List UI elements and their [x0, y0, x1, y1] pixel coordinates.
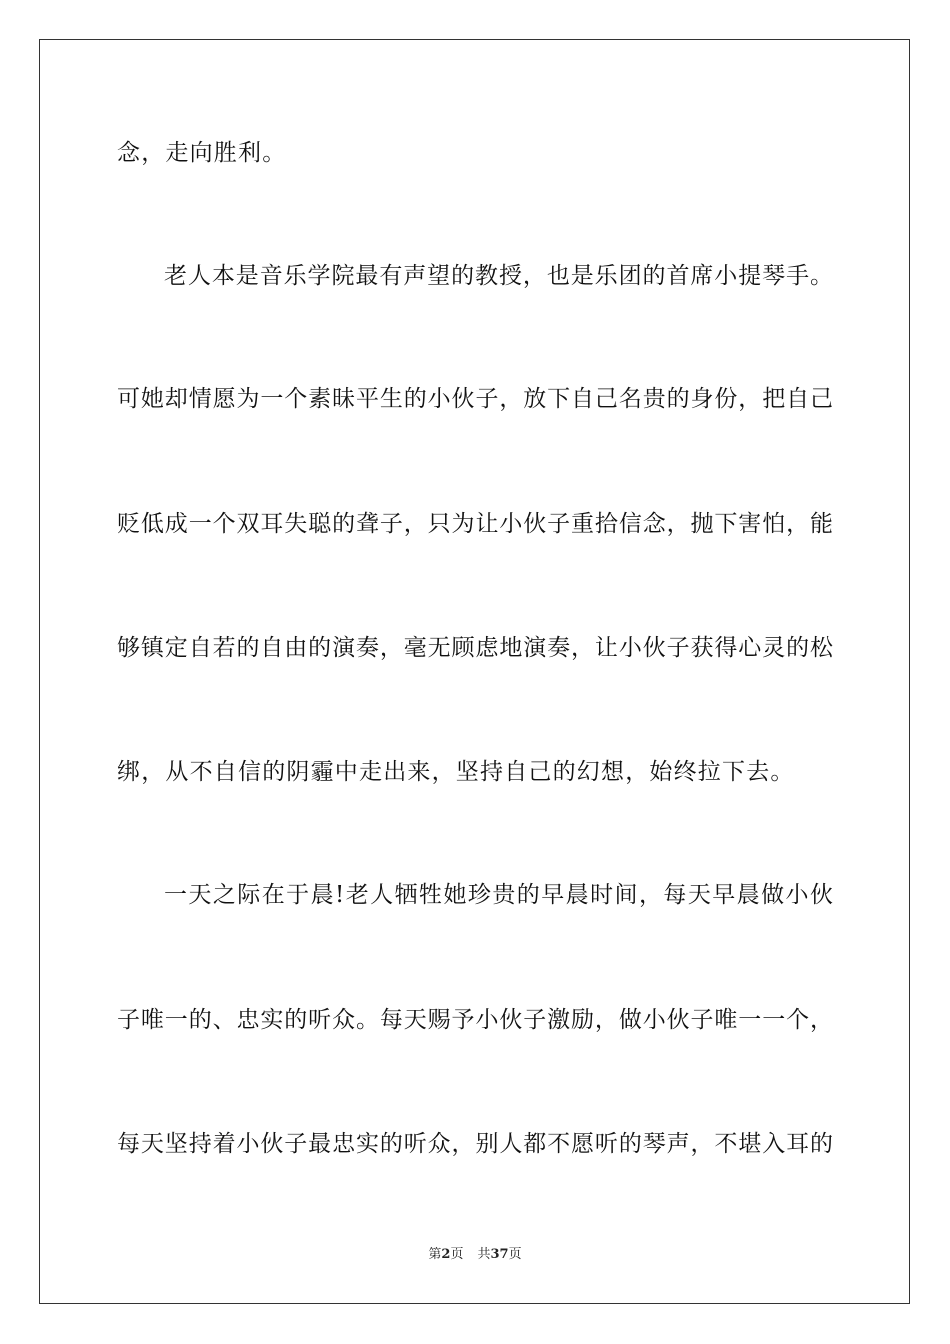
total-prefix: 共 — [477, 1247, 491, 1262]
text-line: 老人本是音乐学院最有声望的教授，也是乐团的首席小提琴手。 — [164, 263, 833, 289]
text-line: 绑，从不自信的阴霾中走出来，坚持自己的幻想，始终拉下去。 — [117, 759, 795, 785]
page-suffix: 页 — [450, 1247, 464, 1262]
text-line: 念，走向胜利。 — [117, 140, 287, 166]
text-line: 子唯一的、忠实的听众。每天赐予小伙子激励，做小伙子唯一一个， — [117, 1007, 833, 1033]
total-suffix: 页 — [508, 1247, 522, 1262]
total-pages: 37 — [490, 1247, 509, 1262]
page-footer — [0, 1246, 950, 1264]
page-number: 2 — [441, 1247, 451, 1262]
text-line: 一天之际在于晨!老人牺牲她珍贵的早晨时间，每天早晨做小伙 — [164, 882, 833, 908]
page-border — [39, 39, 910, 1304]
text-line: 贬低成一个双耳失聪的聋子，只为让小伙子重拾信念，抛下害怕，能 — [117, 511, 833, 537]
text-line: 够镇定自若的自由的演奏，毫无顾虑地演奏，让小伙子获得心灵的松 — [117, 635, 833, 661]
text-line: 每天坚持着小伙子最忠实的听众，别人都不愿听的琴声，不堪入耳的 — [117, 1131, 833, 1157]
page-prefix: 第 — [428, 1247, 442, 1262]
text-line: 可她却情愿为一个素昧平生的小伙子，放下自己名贵的身份，把自己 — [117, 386, 833, 412]
